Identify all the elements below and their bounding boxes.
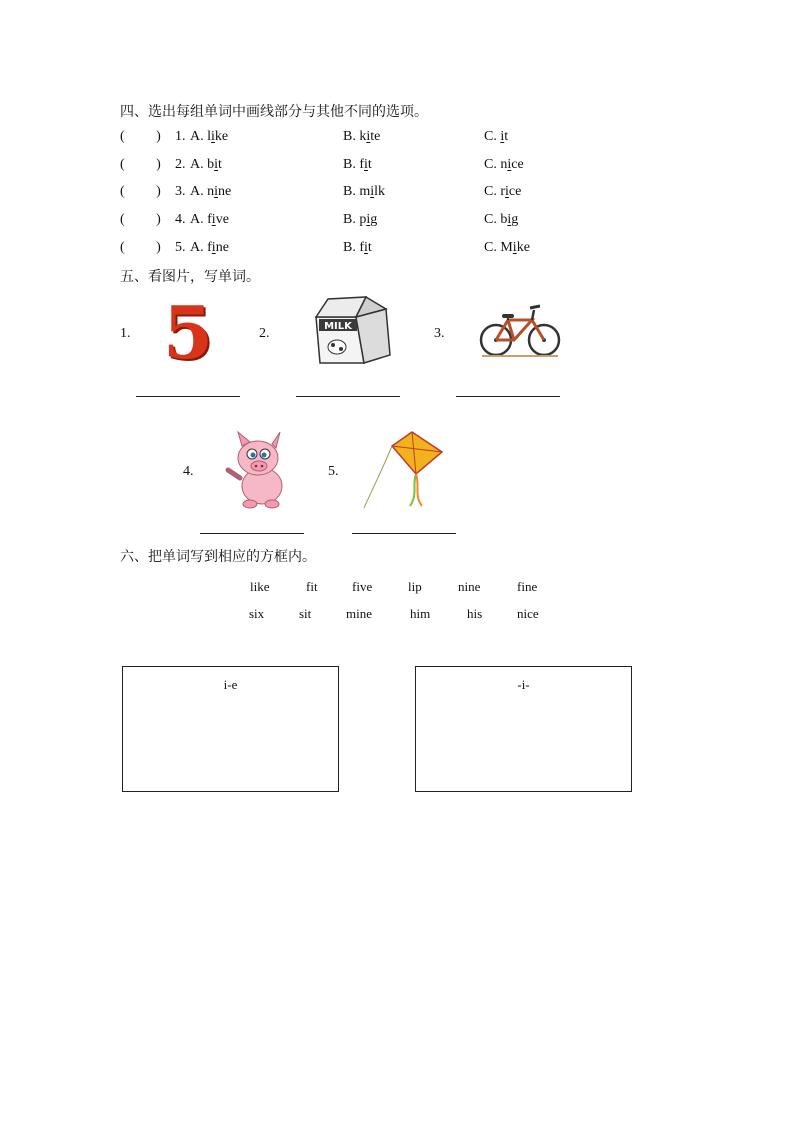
word-prefix: p [359,212,367,227]
number-five-picture [163,290,223,375]
word-bank-item: five [352,579,373,594]
answer-blank-4[interactable] [200,533,304,534]
question-number: 3. [175,184,186,199]
word-prefix: b [207,157,215,172]
word-bank-item: nice [517,606,539,621]
word-prefix: m [359,184,371,199]
word-bank-item: lip [408,579,422,594]
pig-picture [224,430,294,510]
option-label: C. [484,212,497,227]
option-label: C. [484,240,497,255]
word-bank-item: fine [517,579,538,594]
underlined-letter: i [505,184,509,199]
kite-picture [362,430,444,510]
word-prefix: f [207,240,212,255]
question-number: 4. [175,212,186,227]
word-suffix: ke [516,240,530,255]
milk-carton-picture [306,295,394,367]
option-b [343,129,380,145]
word-prefix: n [207,184,215,199]
answer-blank-1[interactable] [136,396,240,397]
item-5-number: 5. [328,464,339,479]
option-a [190,157,222,173]
word-bank-item: mine [346,606,372,621]
word-bank-item: six [249,606,265,621]
word-suffix: ke [214,129,229,144]
word-bank-item: nine [458,579,481,594]
option-label: B. [343,157,356,172]
underlined-letter: i [214,157,219,172]
option-b [343,157,372,173]
option-label: A. [190,184,204,199]
question-number: 2. [175,157,186,172]
answer-blank-2[interactable] [296,396,400,397]
word-suffix: te [370,129,381,144]
answer-parentheses[interactable]: ( ) [120,212,161,227]
word-suffix: ne [218,184,232,199]
word-prefix: n [500,157,508,172]
option-label: A. [190,240,204,255]
word-suffix: g [511,212,519,227]
word-prefix: r [500,184,506,199]
milk-label: MILK [324,321,352,332]
bicycle-picture [478,298,562,360]
option-c [484,240,530,256]
item-1-number: 1. [120,326,131,341]
word-suffix: ce [508,184,522,199]
underlined-letter: i [366,212,371,227]
word-prefix: M [500,240,513,255]
word-bank-item: sit [299,606,312,621]
underlined-letter: i [507,212,512,227]
underlined-letter: i [211,212,216,227]
word-suffix: t [504,129,509,144]
option-c [484,212,518,228]
answer-parentheses[interactable]: ( ) [120,157,161,172]
answer-blank-5[interactable] [352,533,456,534]
word-suffix: t [367,240,372,255]
question-number: 5. [175,240,186,255]
underlined-letter: i [500,129,505,144]
option-label: B. [343,184,356,199]
word-bank-item: fit [306,579,318,594]
word-suffix: g [370,212,378,227]
underlined-letter: i [364,157,368,172]
word-suffix: ve [215,212,229,227]
option-a [190,129,228,145]
five-glyph: 5 [163,290,214,375]
word-bank-item: him [410,606,431,621]
box-i[interactable] [415,666,632,792]
answer-parentheses[interactable]: ( ) [120,129,161,144]
option-label: B. [343,129,356,144]
word-suffix: t [218,157,222,172]
word-prefix: l [207,129,212,144]
underlined-letter: i [366,129,371,144]
box-i-e[interactable] [122,666,339,792]
question-number: 1. [175,129,186,144]
option-a [190,212,229,228]
word-bank-item: his [467,606,483,621]
item-4-number: 4. [183,464,194,479]
option-a [190,184,231,200]
option-b [343,184,385,200]
underlined-letter: i [370,184,375,199]
option-c [484,157,524,173]
underlined-letter: i [214,184,219,199]
option-b [343,240,372,256]
word-bank-item: like [250,579,270,594]
underlined-letter: i [512,240,517,255]
item-3-number: 3. [434,326,445,341]
word-prefix: f [359,240,365,255]
word-prefix: f [359,157,365,172]
word-prefix: k [359,129,367,144]
option-label: C. [484,129,497,144]
box-label-i-e: i-e [223,677,238,692]
option-b [343,212,377,228]
section5-title: 五、看图片，写单词。 [120,269,260,285]
word-suffix: t [367,157,372,172]
option-label: A. [190,157,204,172]
option-label: A. [190,129,204,144]
section6-title: 六、把单词写到相应的方框内。 [120,549,316,565]
box-label-i: -i- [517,677,530,692]
answer-parentheses[interactable]: ( ) [120,184,161,199]
answer-blank-3[interactable] [456,396,560,397]
word-prefix: f [207,212,212,227]
word-suffix: lk [374,184,386,199]
option-label: B. [343,212,356,227]
section4-title: 四、选出每组单词中画线部分与其他不同的选项。 [120,104,428,120]
option-label: B. [343,240,356,255]
underlined-letter: i [364,240,368,255]
word-prefix: b [500,212,508,227]
item-2-number: 2. [259,326,270,341]
answer-parentheses[interactable]: ( ) [120,240,161,255]
option-label: C. [484,157,497,172]
option-label: C. [484,184,497,199]
option-c [484,129,508,145]
underlined-letter: i [507,157,512,172]
option-c [484,184,521,200]
word-suffix: ne [215,240,229,255]
underlined-letter: i [211,240,216,255]
option-a [190,240,229,256]
word-suffix: ce [511,157,524,172]
underlined-letter: i [211,129,215,144]
option-label: A. [190,212,204,227]
